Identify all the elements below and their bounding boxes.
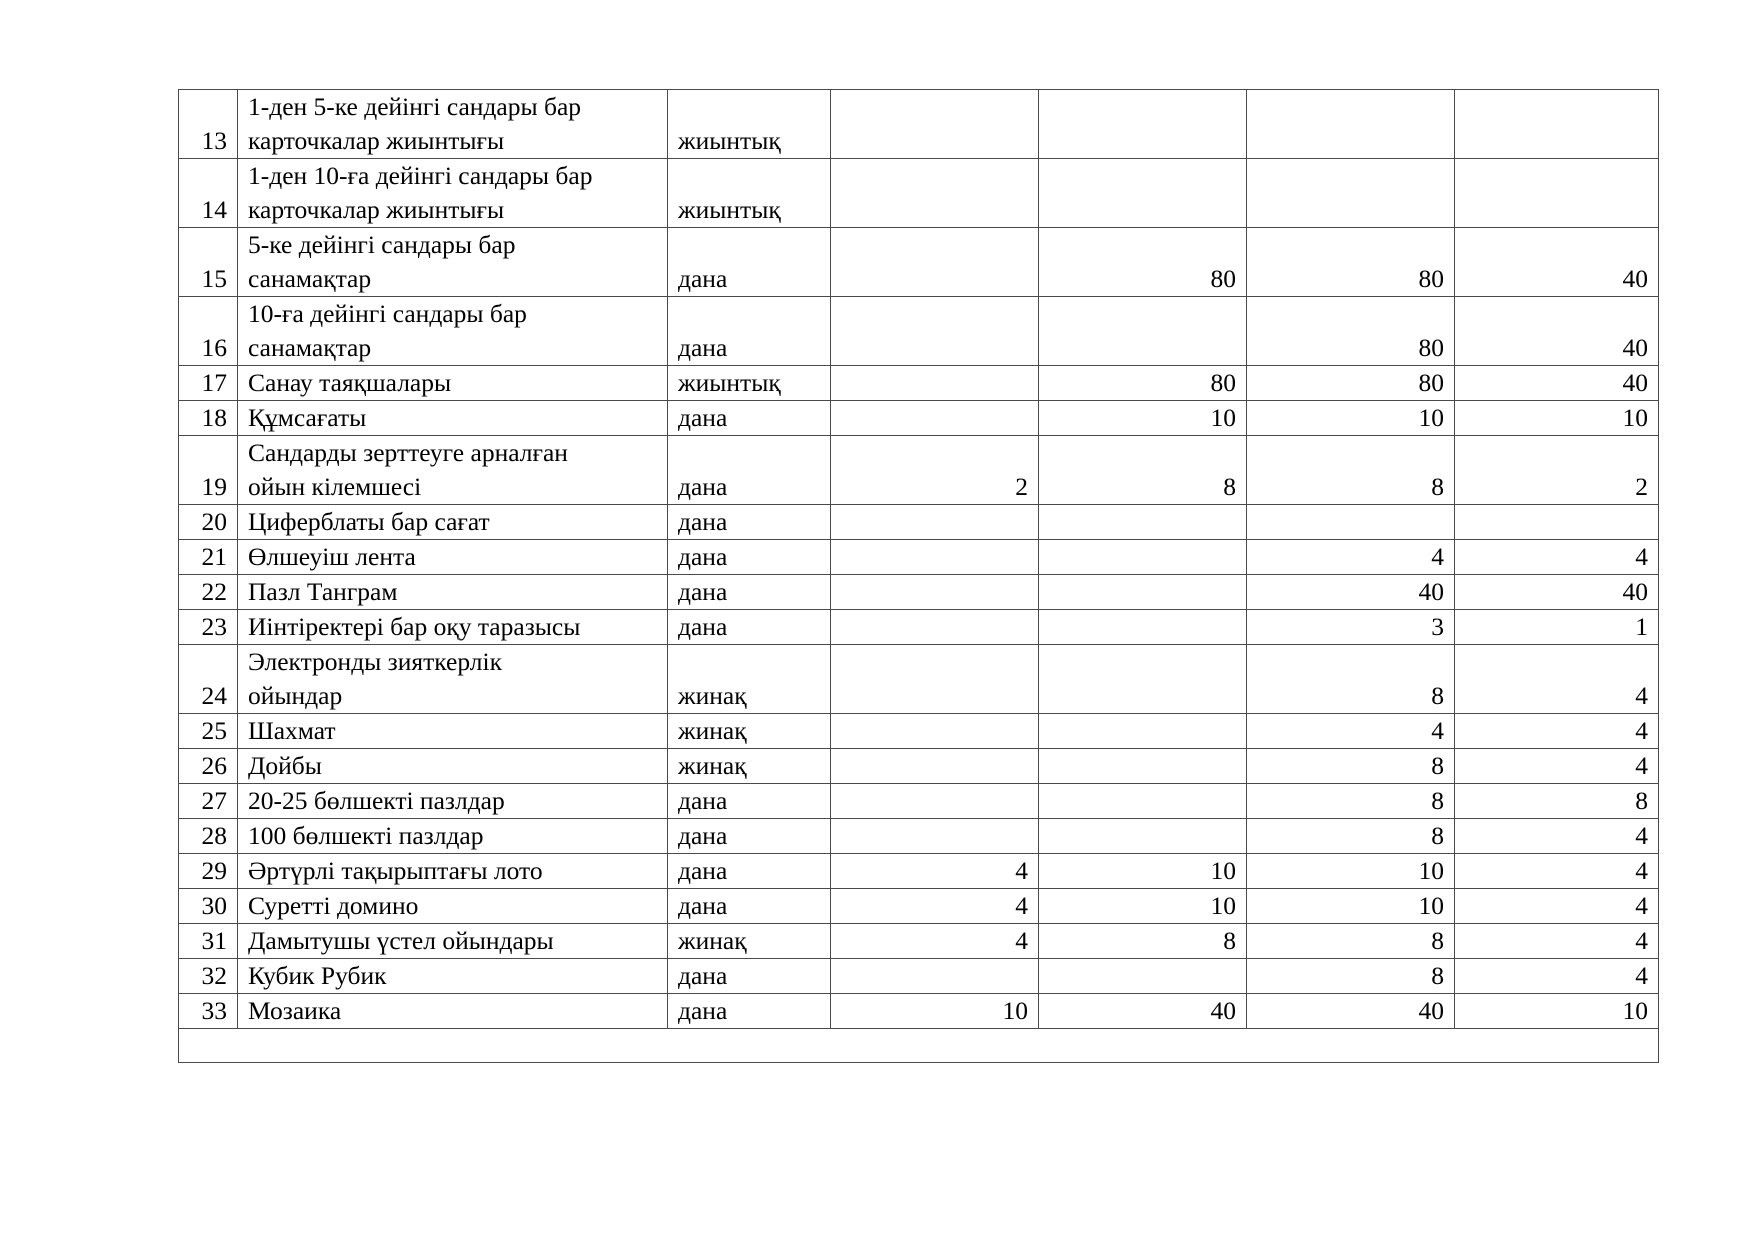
unit-cell: жинақ xyxy=(668,645,831,714)
item-name-line: Иінтіректері бар оқу таразысы xyxy=(248,612,581,641)
quantity-cell-2 xyxy=(1039,610,1247,645)
item-name-line: санамақтар xyxy=(248,333,372,362)
quantity-cell-4: 4 xyxy=(1455,819,1659,854)
quantity-cell-1 xyxy=(831,784,1039,819)
quantity-cell-1 xyxy=(831,610,1039,645)
item-name-cell xyxy=(238,854,668,889)
item-name-line: Дойбы xyxy=(248,751,322,780)
quantity-cell-2: 8 xyxy=(1039,436,1247,505)
table-row xyxy=(179,366,1659,401)
row-number-cell: 23 xyxy=(179,610,238,645)
quantity-cell-1 xyxy=(831,159,1039,228)
quantity-cell-1: 4 xyxy=(831,854,1039,889)
quantity-cell-3: 40 xyxy=(1247,994,1455,1029)
quantity-cell-1 xyxy=(831,645,1039,714)
unit-cell: дана xyxy=(668,889,831,924)
quantity-cell-2 xyxy=(1039,784,1247,819)
item-name-cell xyxy=(238,401,668,436)
quantity-cell-2 xyxy=(1039,297,1247,366)
row-number-cell: 30 xyxy=(179,889,238,924)
item-name-line: Дамытушы үстел ойындары xyxy=(248,926,554,955)
table-row xyxy=(179,505,1659,540)
item-name-cell xyxy=(238,819,668,854)
quantity-cell-2: 8 xyxy=(1039,924,1247,959)
quantity-cell-2 xyxy=(1039,575,1247,610)
quantity-cell-3: 4 xyxy=(1247,714,1455,749)
table-row xyxy=(179,90,1659,159)
item-name-line: Циферблаты бар сағат xyxy=(248,507,490,536)
quantity-cell-2 xyxy=(1039,959,1247,994)
quantity-cell-4: 4 xyxy=(1455,924,1659,959)
quantity-cell-1 xyxy=(831,575,1039,610)
item-name-line: Санау таяқшалары xyxy=(248,368,452,397)
quantity-cell-4: 4 xyxy=(1455,854,1659,889)
quantity-cell-2 xyxy=(1039,819,1247,854)
table-row xyxy=(179,540,1659,575)
item-name-line: 5-ке дейінгі сандары бар xyxy=(248,230,516,259)
item-name-line: 10-ға дейінгі сандары бар xyxy=(248,299,527,328)
row-number-cell: 32 xyxy=(179,959,238,994)
unit-cell: дана xyxy=(668,819,831,854)
quantity-cell-3 xyxy=(1247,90,1455,159)
item-name-line: 100 бөлшекті пазлдар xyxy=(248,821,484,850)
quantity-cell-3 xyxy=(1247,505,1455,540)
row-number-cell: 33 xyxy=(179,994,238,1029)
quantity-cell-1 xyxy=(831,540,1039,575)
item-name-line: Суретті домино xyxy=(248,891,419,920)
quantity-cell-3: 10 xyxy=(1247,854,1455,889)
table-footer-row xyxy=(179,1029,1659,1063)
unit-cell: жинақ xyxy=(668,749,831,784)
row-number-cell: 24 xyxy=(179,645,238,714)
unit-cell: дана xyxy=(668,505,831,540)
quantity-cell-1 xyxy=(831,959,1039,994)
row-number-cell: 31 xyxy=(179,924,238,959)
quantity-cell-3: 8 xyxy=(1247,749,1455,784)
table-row xyxy=(179,819,1659,854)
quantity-cell-3: 10 xyxy=(1247,401,1455,436)
unit-cell: жиынтық xyxy=(668,90,831,159)
quantity-cell-4: 4 xyxy=(1455,714,1659,749)
quantity-cell-4: 2 xyxy=(1455,436,1659,505)
quantity-cell-4: 1 xyxy=(1455,610,1659,645)
row-number-cell: 29 xyxy=(179,854,238,889)
quantity-cell-2 xyxy=(1039,749,1247,784)
quantity-cell-4: 4 xyxy=(1455,645,1659,714)
table-row xyxy=(179,889,1659,924)
quantity-cell-3: 8 xyxy=(1247,645,1455,714)
unit-cell: жиынтық xyxy=(668,366,831,401)
unit-cell: дана xyxy=(668,610,831,645)
quantity-cell-1 xyxy=(831,505,1039,540)
table-row xyxy=(179,714,1659,749)
quantity-cell-1 xyxy=(831,749,1039,784)
item-name-line: Сандарды зерттеуге арналған xyxy=(248,438,568,467)
unit-cell: дана xyxy=(668,784,831,819)
item-name-cell xyxy=(238,924,668,959)
quantity-cell-4: 40 xyxy=(1455,575,1659,610)
quantity-cell-3: 8 xyxy=(1247,436,1455,505)
quantity-cell-2 xyxy=(1039,645,1247,714)
quantity-cell-3: 4 xyxy=(1247,540,1455,575)
unit-cell: жиынтық xyxy=(668,159,831,228)
item-name-line: 1-ден 5-ке дейінгі сандары бар xyxy=(248,92,582,121)
item-name-line: Электронды зияткерлік xyxy=(248,647,502,676)
table-row xyxy=(179,610,1659,645)
unit-cell: дана xyxy=(668,854,831,889)
item-name-line: Пазл Танграм xyxy=(248,577,398,606)
row-number-cell: 14 xyxy=(179,159,238,228)
quantity-cell-2 xyxy=(1039,714,1247,749)
quantity-cell-1 xyxy=(831,366,1039,401)
item-name-cell xyxy=(238,505,668,540)
row-number-cell: 28 xyxy=(179,819,238,854)
quantity-cell-3: 8 xyxy=(1247,924,1455,959)
quantity-cell-2: 40 xyxy=(1039,994,1247,1029)
item-name-cell xyxy=(238,540,668,575)
row-number-cell: 22 xyxy=(179,575,238,610)
unit-cell: дана xyxy=(668,436,831,505)
quantity-cell-2: 10 xyxy=(1039,889,1247,924)
quantity-cell-3: 40 xyxy=(1247,575,1455,610)
item-name-cell xyxy=(238,436,668,505)
item-name-cell xyxy=(238,90,668,159)
table-row xyxy=(179,159,1659,228)
empty-footer-cell xyxy=(179,1029,1659,1063)
item-name-cell xyxy=(238,610,668,645)
quantity-cell-4 xyxy=(1455,505,1659,540)
item-name-line: Құмсағаты xyxy=(248,403,367,432)
table-row xyxy=(179,436,1659,505)
quantity-cell-4: 40 xyxy=(1455,228,1659,297)
unit-cell: жинақ xyxy=(668,714,831,749)
item-name-cell xyxy=(238,575,668,610)
quantity-cell-3: 80 xyxy=(1247,228,1455,297)
quantity-cell-1 xyxy=(831,297,1039,366)
quantity-cell-1 xyxy=(831,401,1039,436)
item-name-line: санамақтар xyxy=(248,264,372,293)
quantity-cell-1 xyxy=(831,714,1039,749)
item-name-cell xyxy=(238,645,668,714)
unit-cell: дана xyxy=(668,401,831,436)
item-name-cell xyxy=(238,959,668,994)
item-name-cell xyxy=(238,749,668,784)
item-name-line: Әртүрлі тақырыптағы лото xyxy=(248,856,543,885)
quantity-cell-3: 8 xyxy=(1247,784,1455,819)
quantity-cell-1: 10 xyxy=(831,994,1039,1029)
quantity-cell-2 xyxy=(1039,540,1247,575)
quantity-cell-2: 80 xyxy=(1039,366,1247,401)
item-name-line: карточкалар жиынтығы xyxy=(248,195,505,224)
quantity-cell-3: 8 xyxy=(1247,819,1455,854)
quantity-cell-1 xyxy=(831,90,1039,159)
unit-cell: дана xyxy=(668,994,831,1029)
row-number-cell: 16 xyxy=(179,297,238,366)
unit-cell: дана xyxy=(668,575,831,610)
table-row xyxy=(179,297,1659,366)
quantity-cell-4 xyxy=(1455,90,1659,159)
row-number-cell: 21 xyxy=(179,540,238,575)
quantity-cell-4: 40 xyxy=(1455,366,1659,401)
row-number-cell: 13 xyxy=(179,90,238,159)
unit-cell: жинақ xyxy=(668,924,831,959)
table-row xyxy=(179,959,1659,994)
table-row xyxy=(179,924,1659,959)
unit-cell: дана xyxy=(668,540,831,575)
quantity-cell-2 xyxy=(1039,90,1247,159)
quantity-cell-2: 10 xyxy=(1039,401,1247,436)
quantity-cell-1 xyxy=(831,228,1039,297)
row-number-cell: 15 xyxy=(179,228,238,297)
row-number-cell: 17 xyxy=(179,366,238,401)
quantity-cell-2: 80 xyxy=(1039,228,1247,297)
quantity-cell-1: 4 xyxy=(831,924,1039,959)
table-row xyxy=(179,994,1659,1029)
table-row xyxy=(179,784,1659,819)
row-number-cell: 20 xyxy=(179,505,238,540)
quantity-cell-4: 40 xyxy=(1455,297,1659,366)
unit-cell: дана xyxy=(668,959,831,994)
table-row xyxy=(179,401,1659,436)
row-number-cell: 19 xyxy=(179,436,238,505)
table-row xyxy=(179,749,1659,784)
quantity-cell-3: 10 xyxy=(1247,889,1455,924)
quantity-cell-4: 10 xyxy=(1455,994,1659,1029)
item-name-line: 1-ден 10-ға дейінгі сандары бар xyxy=(248,161,593,190)
item-name-cell xyxy=(238,714,668,749)
unit-cell: дана xyxy=(668,297,831,366)
quantity-cell-4: 4 xyxy=(1455,749,1659,784)
row-number-cell: 27 xyxy=(179,784,238,819)
quantity-cell-3 xyxy=(1247,159,1455,228)
table-row xyxy=(179,854,1659,889)
quantity-cell-1: 4 xyxy=(831,889,1039,924)
quantity-cell-4: 4 xyxy=(1455,540,1659,575)
table-body xyxy=(179,90,1659,1063)
table-row xyxy=(179,575,1659,610)
row-number-cell: 18 xyxy=(179,401,238,436)
quantity-cell-4 xyxy=(1455,159,1659,228)
quantity-cell-4: 8 xyxy=(1455,784,1659,819)
table-row xyxy=(179,228,1659,297)
item-name-cell xyxy=(238,297,668,366)
item-name-line: Мозаика xyxy=(248,996,342,1025)
item-name-line: 20-25 бөлшекті пазлдар xyxy=(248,786,505,815)
item-name-cell xyxy=(238,784,668,819)
item-name-line: ойындар xyxy=(248,681,343,710)
inventory-table xyxy=(178,89,1659,1063)
item-name-line: Шахмат xyxy=(248,716,336,745)
quantity-cell-3: 3 xyxy=(1247,610,1455,645)
item-name-line: ойын кілемшесі xyxy=(248,472,422,501)
quantity-cell-3: 80 xyxy=(1247,366,1455,401)
quantity-cell-4: 4 xyxy=(1455,889,1659,924)
item-name-cell xyxy=(238,159,668,228)
quantity-cell-4: 10 xyxy=(1455,401,1659,436)
quantity-cell-2: 10 xyxy=(1039,854,1247,889)
item-name-cell xyxy=(238,228,668,297)
item-name-line: Кубик Рубик xyxy=(248,961,387,990)
row-number-cell: 25 xyxy=(179,714,238,749)
quantity-cell-3: 8 xyxy=(1247,959,1455,994)
item-name-line: карточкалар жиынтығы xyxy=(248,126,505,155)
quantity-cell-2 xyxy=(1039,505,1247,540)
item-name-cell xyxy=(238,994,668,1029)
table-row xyxy=(179,645,1659,714)
item-name-line: Өлшеуіш лента xyxy=(248,542,416,571)
item-name-cell xyxy=(238,366,668,401)
quantity-cell-1: 2 xyxy=(831,436,1039,505)
quantity-cell-1 xyxy=(831,819,1039,854)
unit-cell: дана xyxy=(668,228,831,297)
row-number-cell: 26 xyxy=(179,749,238,784)
quantity-cell-3: 80 xyxy=(1247,297,1455,366)
quantity-cell-4: 4 xyxy=(1455,959,1659,994)
quantity-cell-2 xyxy=(1039,159,1247,228)
item-name-cell xyxy=(238,889,668,924)
